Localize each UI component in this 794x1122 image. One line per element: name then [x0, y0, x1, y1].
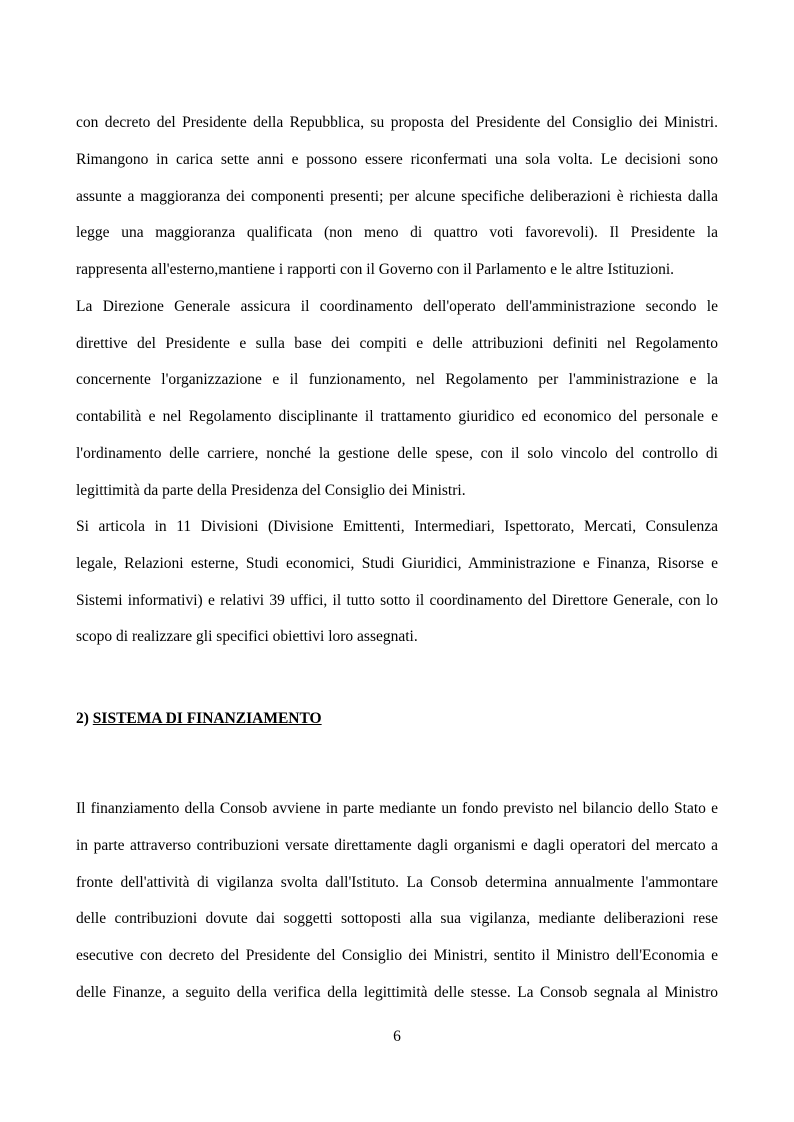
text-line: direttive del Presidente e sulla base dei compiti e delle attribuzioni definiti nel Regolamento — [76, 335, 718, 352]
text-line: l'ordinamento delle carriere, nonché la gestione delle spese, con il solo vincolo del controllo di — [76, 445, 718, 462]
text-line: delle contribuzioni dovute dai soggetti sottoposti alla sua vigilanza, mediante deliberazioni rese — [76, 910, 718, 927]
text-line: concernente l'organizzazione e il funzionamento, nel Regolamento per l'amministrazione e la — [76, 371, 718, 388]
page-number: 6 — [393, 1028, 401, 1045]
text-line: legale, Relazioni esterne, Studi economici, Studi Giuridici, Amministrazione e Finanza, Risorse e — [76, 555, 718, 572]
text-line: in parte attraverso contribuzioni versate direttamente dagli organismi e dagli operatori del mercato a — [76, 837, 718, 854]
text-line: esecutive con decreto del Presidente del Consiglio dei Ministri, sentito il Ministro dell'Economia e — [76, 947, 718, 964]
text-line: assunte a maggioranza dei componenti presenti; per alcune specifiche deliberazioni è richiesta dalla — [76, 188, 718, 205]
text-line: scopo di realizzare gli specifici obiettivi loro assegnati. — [76, 628, 418, 645]
section-title: SISTEMA DI FINANZIAMENTO — [92, 710, 322, 727]
text-line: Si articola in 11 Divisioni (Divisione Emittenti, Intermediari, Ispettorato, Mercati, Consulenza — [76, 518, 718, 535]
text-line: rappresenta all'esterno,mantiene i rapporti con il Governo con il Parlamento e le altre Istituzioni. — [76, 261, 675, 278]
text-line: fronte dell'attività di vigilanza svolta dall'Istituto. La Consob determina annualmente l'ammontare — [76, 874, 718, 891]
text-line: Il finanziamento della Consob avviene in parte mediante un fondo previsto nel bilancio dello Stato e — [76, 800, 718, 817]
text-line: contabilità e nel Regolamento disciplinante il trattamento giuridico ed economico del personale e — [76, 408, 718, 425]
text-line: La Direzione Generale assicura il coordinamento dell'operato dell'amministrazione secondo le — [76, 298, 718, 315]
text-line: Rimangono in carica sette anni e possono essere riconfermati una sola volta. Le decisioni sono — [76, 151, 718, 168]
text-line: Sistemi informativi) e relativi 39 uffici, il tutto sotto il coordinamento del Direttore Generale, con lo — [76, 592, 718, 609]
section-heading — [76, 709, 322, 729]
text-line: con decreto del Presidente della Repubblica, su proposta del Presidente del Consiglio dei Ministri. — [76, 114, 718, 131]
text-line: legge una maggioranza qualificata (non meno di quattro voti favorevoli). Il Presidente la — [76, 224, 718, 241]
text-line: legittimità da parte della Presidenza del Consiglio dei Ministri. — [76, 482, 466, 499]
section-number: 2) — [76, 710, 89, 727]
text-line: delle Finanze, a seguito della verifica della legittimità delle stesse. La Consob segnala al Ministro — [76, 984, 718, 1001]
